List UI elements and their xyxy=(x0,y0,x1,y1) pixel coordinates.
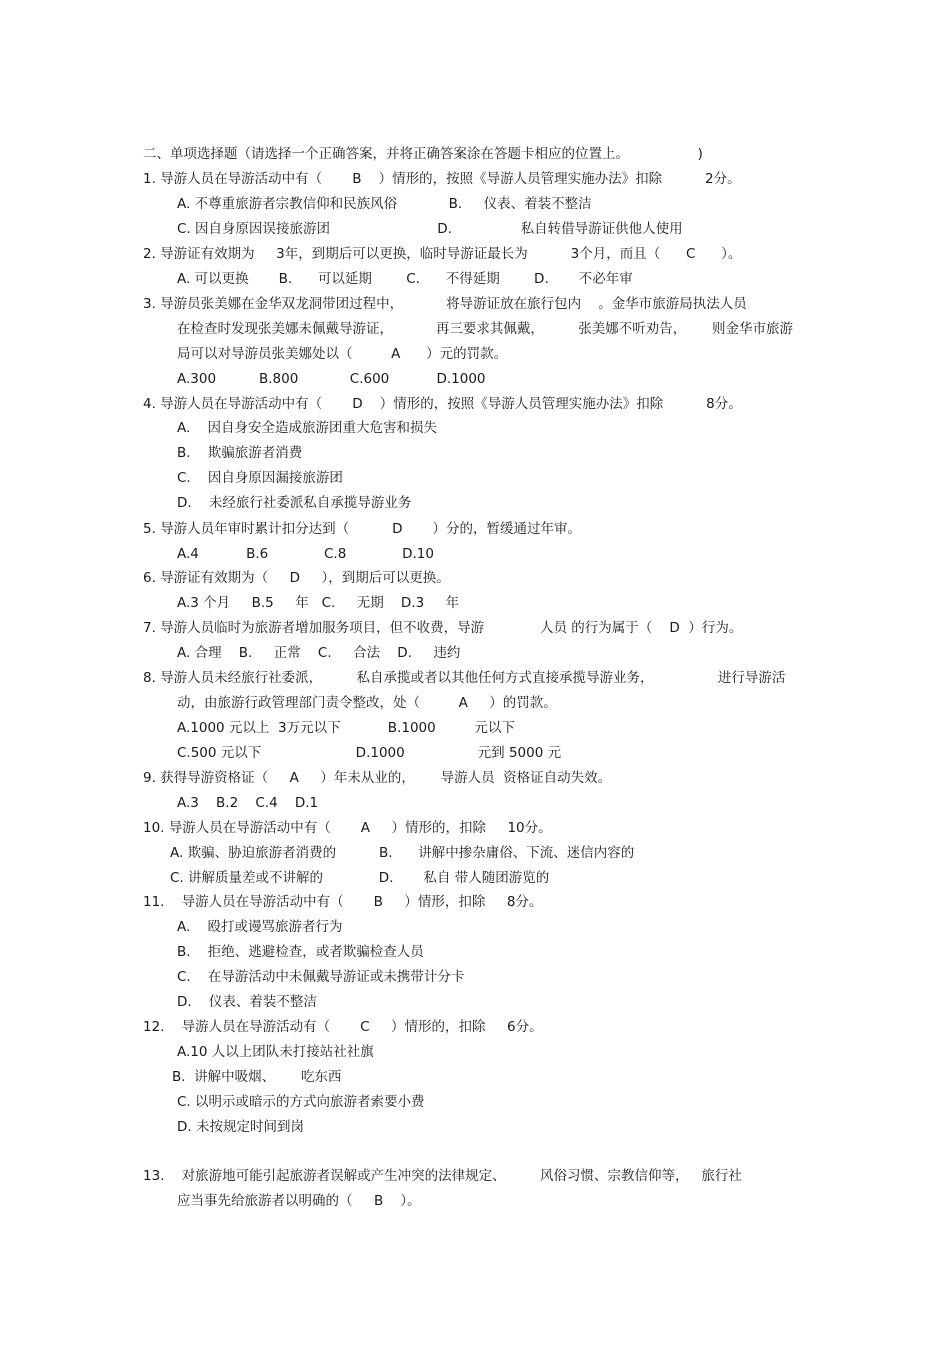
question-8-option-line: A.1000 元以上 3万元以下 B.1000 元以下 xyxy=(177,720,515,736)
question-11-option-line: A. 殴打或谩骂旅游者行为 xyxy=(177,919,343,935)
question-7-text: 7. 导游人员临时为旅游者增加服务项目，但不收费，导游 人员 的行为属于（ D ）行为。 xyxy=(143,620,743,636)
question-13-text: 应当事先给旅游者以明确的（ B ）。 xyxy=(177,1193,421,1209)
question-4-text: 4. 导游人员在导游活动中有（ D ）情形的，按照《导游人员管理实施办法》扣除 8分。 xyxy=(143,396,742,412)
question-12-text: 12. 导游人员在导游活动有（ C ）情形的，扣除 6分。 xyxy=(143,1019,543,1035)
question-1-text: 1. 导游人员在导游活动中有（ B ）情形的，按照《导游人员管理实施办法》扣除 2分。 xyxy=(143,171,741,187)
question-6-text: 6. 导游证有效期为（ D ），到期后可以更换。 xyxy=(143,570,450,586)
question-11-option-line: D. 仪表、着装不整洁 xyxy=(177,994,317,1010)
question-3-option-line: A.300 B.800 C.600 D.1000 xyxy=(177,371,486,387)
question-6-option-line: A.3 个月 B.5 年 C. 无期 D.3 年 xyxy=(177,595,460,611)
question-9-option-line: A.3 B.2 C.4 D.1 xyxy=(177,795,319,811)
question-13-text: 13. 对旅游地可能引起旅游者误解或产生冲突的法律规定、 风俗习惯、宗教信仰等， 旅行社 xyxy=(143,1168,742,1184)
question-3-text: 在检查时发现张美娜未佩戴导游证， 再三要求其佩戴， 张美娜不听劝告， 则金华市旅游 xyxy=(177,321,793,337)
question-11-option-line: C. 在导游活动中未佩戴导游证或未携带计分卡 xyxy=(177,969,465,985)
question-4-option-line: D. 未经旅行社委派私自承揽导游业务 xyxy=(177,495,412,511)
question-11-text: 11. 导游人员在导游活动中有（ B ）情形，扣除 8分。 xyxy=(143,894,543,910)
question-2-text: 2. 导游证有效期为 3年，到期后可以更换，临时导游证最长为 3个月，而且（ C ）。 xyxy=(143,246,742,262)
question-3-text: 局可以对导游员张美娜处以（ A ）元的罚款。 xyxy=(177,346,508,362)
question-11-option-line: B. 拒绝、逃避检查，或者欺骗检查人员 xyxy=(177,944,424,960)
question-1-option-line: A. 不尊重旅游者宗教信仰和民族风俗 B. 仪表、着装不整洁 xyxy=(177,196,592,212)
question-8-text: 动，由旅游行政管理部门责令整改，处（ A ）的罚款。 xyxy=(177,695,557,711)
question-1-option-line: C. 因自身原因误接旅游团 D. 私自转借导游证供他人使用 xyxy=(177,221,683,237)
question-10-option-line: C. 讲解质量差或不讲解的 D. 私自 带人随团游览的 xyxy=(170,870,550,886)
question-12-option-line: C. 以明示或暗示的方式向旅游者索要小费 xyxy=(177,1094,425,1110)
question-8-option-line: C.500 元以下 D.1000 元到 5000 元 xyxy=(177,745,562,761)
question-4-option-line: A. 因自身安全造成旅游团重大危害和损失 xyxy=(177,420,437,436)
section-title: 二、单项选择题（请选择一个正确答案，并将正确答案涂在答题卡相应的位置上。 ) xyxy=(143,146,703,162)
question-5-text: 5. 导游人员年审时累计扣分达到（ D ）分的，暂缓通过年审。 xyxy=(143,521,582,537)
question-3-text: 3. 导游员张美娜在金华双龙洞带团过程中， 将导游证放在旅行包内 。金华市旅游局执法人员 xyxy=(143,296,747,312)
question-9-text: 9. 获得导游资格证（ A ）年未从业的， 导游人员 资格证自动失效。 xyxy=(143,770,612,786)
question-12-option-line: D. 未按规定时间到岗 xyxy=(177,1119,304,1135)
question-2-option-line: A. 可以更换 B. 可以延期 C. 不得延期 D. 不必年审 xyxy=(177,271,633,287)
question-8-text: 8. 导游人员未经旅行社委派， 私自承揽或者以其他任何方式直接承揽导游业务， 进行导游活 xyxy=(143,670,786,686)
question-12-option-line: B. 讲解中吸烟、 吃东西 xyxy=(172,1069,342,1085)
question-7-option-line: A. 合理 B. 正常 C. 合法 D. 违约 xyxy=(177,645,461,661)
question-4-option-line: B. 欺骗旅游者消费 xyxy=(177,445,303,461)
question-5-option-line: A.4 B.6 C.8 D.10 xyxy=(177,546,434,562)
question-12-option-line: A.10 人以上团队未打接站社社旗 xyxy=(177,1044,374,1060)
question-10-text: 10. 导游人员在导游活动中有（ A ）情形的，扣除 10分。 xyxy=(143,820,552,836)
question-10-option-line: A. 欺骗、胁迫旅游者消费的 B. 讲解中掺杂庸俗、下流、迷信内容的 xyxy=(170,845,635,861)
question-4-option-line: C. 因自身原因漏接旅游团 xyxy=(177,470,343,486)
